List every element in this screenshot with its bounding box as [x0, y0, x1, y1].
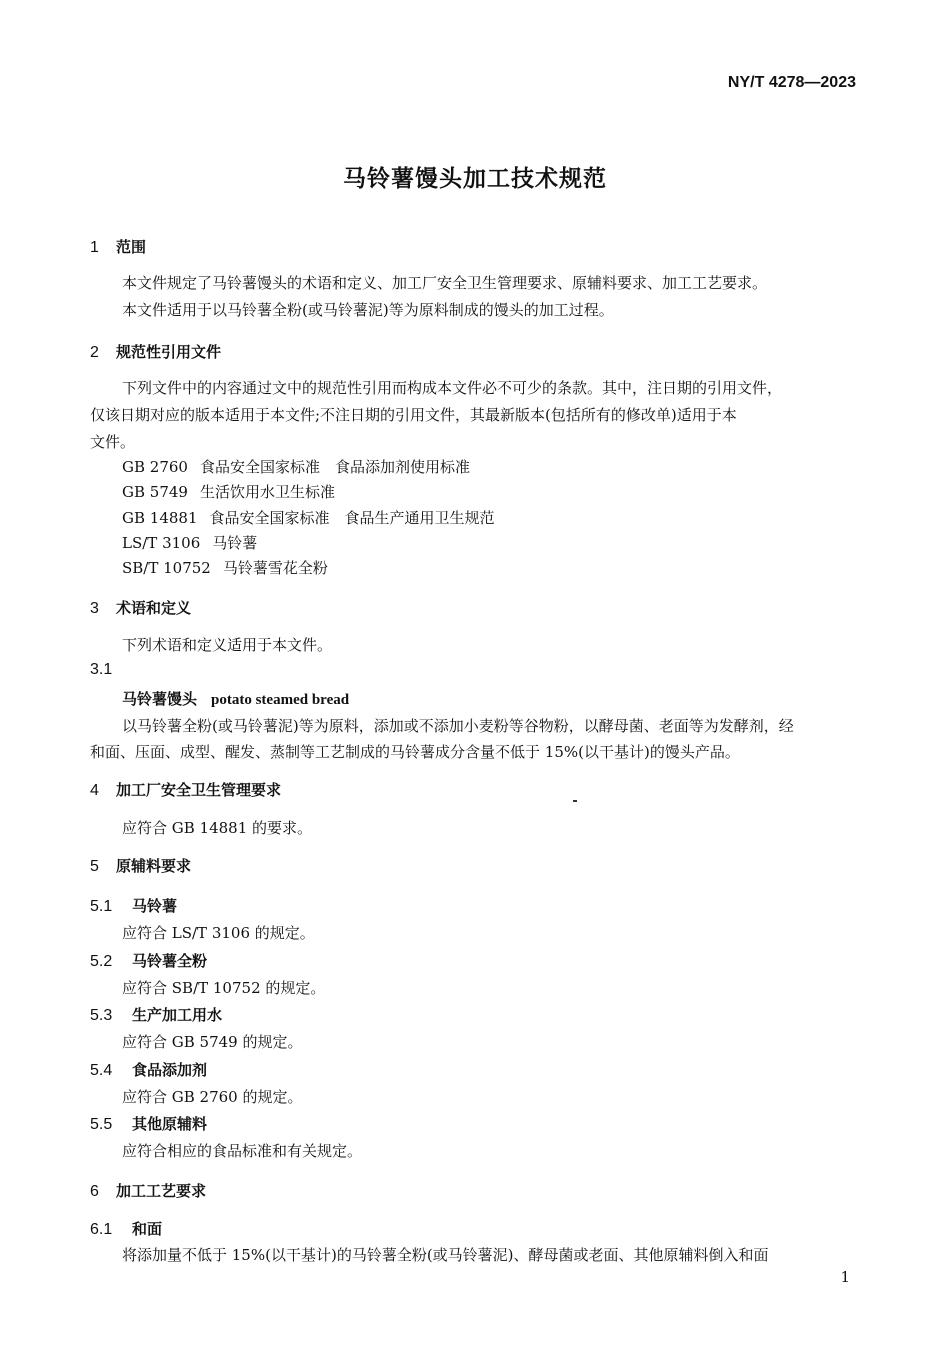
section-5-heading — [90, 855, 191, 876]
page-number: 1 — [840, 1268, 850, 1286]
section-title: 范围 — [116, 238, 147, 256]
subsection-number: 3.1 — [90, 661, 113, 678]
standard-code: NY/T 4278—2023 — [727, 74, 856, 91]
paragraph-line: 下列文件中的内容通过文中的规范性引用而构成本文件必不可少的条款。其中，注日期的引用文件， — [122, 379, 783, 397]
reference-item — [122, 481, 335, 502]
reference-code: GB 14881 — [122, 509, 198, 527]
reference-title: 马铃薯 — [212, 534, 258, 552]
reference-code: GB 5749 — [122, 483, 188, 501]
reference-item — [122, 532, 257, 553]
paragraph: 应符合 LS/T 3106 的规定。 — [122, 924, 315, 942]
term-chinese: 马铃薯馒头 — [122, 690, 198, 708]
reference-code: SB/T 10752 — [122, 559, 211, 577]
subsection-number: 5.5 — [90, 1116, 113, 1133]
paragraph: 本文件规定了马铃薯馒头的术语和定义、加工厂安全卫生管理要求、原辅料要求、加工工艺要求。 — [122, 274, 768, 292]
paragraph: 本文件适用于以马铃薯全粉(或马铃薯泥)等为原料制成的馒头的加工过程。 — [122, 301, 614, 319]
paragraph: 将添加量不低于 15%(以干基计)的马铃薯全粉(或马铃薯泥)、酵母菌或老面、其他原辅料倒入和面 — [122, 1246, 769, 1264]
paragraph-line: 文件。 — [90, 433, 136, 451]
document-title: 马铃薯馒头加工技术规范 — [343, 166, 607, 192]
section-title: 术语和定义 — [116, 599, 192, 617]
reference-item — [122, 557, 328, 578]
definition-line: 和面、压面、成型、醒发、蒸制等工艺制成的马铃薯成分含量不低于 15%(以干基计)的馒头产品。 — [90, 743, 740, 761]
section-title: 加工厂安全卫生管理要求 — [116, 781, 282, 799]
subsection-number: 6.1 — [90, 1221, 113, 1238]
subsection-5-4-heading — [90, 1059, 207, 1080]
reference-title: 食品安全国家标准 食品添加剂使用标准 — [199, 458, 470, 476]
term-english: potato steamed bread — [211, 692, 350, 708]
subsection-6-1-heading — [90, 1218, 162, 1239]
section-title: 规范性引用文件 — [116, 343, 222, 361]
subsection-title: 和面 — [132, 1220, 163, 1238]
section-4-heading — [90, 779, 281, 800]
subsection-5-1-heading — [90, 895, 177, 916]
subsection-title: 食品添加剂 — [132, 1061, 208, 1079]
definition-line: 以马铃薯全粉(或马铃薯泥)等为原料，添加或不添加小麦粉等谷物粉，以酵母菌、老面等为发酵剂，经 — [122, 717, 794, 735]
subsection-title: 生产加工用水 — [132, 1006, 223, 1024]
subsection-number: 5.1 — [90, 898, 113, 915]
subsection-3-1-number — [90, 660, 132, 679]
subsection-title: 马铃薯 — [132, 897, 178, 915]
reference-item — [122, 456, 470, 477]
subsection-number: 5.2 — [90, 953, 113, 970]
section-number: 5 — [90, 858, 99, 875]
section-number: 1 — [90, 239, 99, 256]
subsection-title: 马铃薯全粉 — [132, 952, 208, 970]
reference-code: GB 2760 — [122, 458, 188, 476]
section-title: 原辅料要求 — [116, 857, 192, 875]
paragraph: 应符合 SB/T 10752 的规定。 — [122, 979, 326, 997]
subsection-5-5-heading — [90, 1113, 207, 1134]
paragraph: 应符合 GB 5749 的规定。 — [122, 1033, 303, 1051]
section-number: 4 — [90, 782, 99, 799]
reference-title: 马铃薯雪花全粉 — [222, 559, 328, 577]
section-6-heading — [90, 1180, 206, 1201]
section-number: 6 — [90, 1183, 99, 1200]
subsection-number: 5.4 — [90, 1062, 113, 1079]
term-entry — [122, 688, 349, 709]
section-1-heading — [90, 236, 146, 257]
reference-item — [122, 507, 495, 528]
section-3-heading — [90, 597, 191, 618]
section-title: 加工工艺要求 — [116, 1182, 207, 1200]
reference-title: 食品安全国家标准 食品生产通用卫生规范 — [209, 509, 495, 527]
section-2-heading — [90, 341, 221, 362]
paragraph: 应符合 GB 14881 的要求。 — [122, 819, 313, 837]
paragraph: 下列术语和定义适用于本文件。 — [122, 636, 333, 654]
paragraph: 应符合相应的食品标准和有关规定。 — [122, 1142, 363, 1160]
subsection-5-3-heading — [90, 1004, 222, 1025]
subsection-number: 5.3 — [90, 1007, 113, 1024]
subsection-5-2-heading — [90, 950, 207, 971]
section-number: 2 — [90, 344, 99, 361]
reference-title: 生活饮用水卫生标准 — [199, 483, 335, 501]
section-number: 3 — [90, 600, 99, 617]
subsection-title: 其他原辅料 — [132, 1115, 208, 1133]
paragraph: 应符合 GB 2760 的规定。 — [122, 1088, 303, 1106]
reference-code: LS/T 3106 — [122, 534, 201, 552]
paragraph-line: 仅该日期对应的版本适用于本文件;不注日期的引用文件，其最新版本(包括所有的修改单)适用于本 — [90, 406, 737, 424]
